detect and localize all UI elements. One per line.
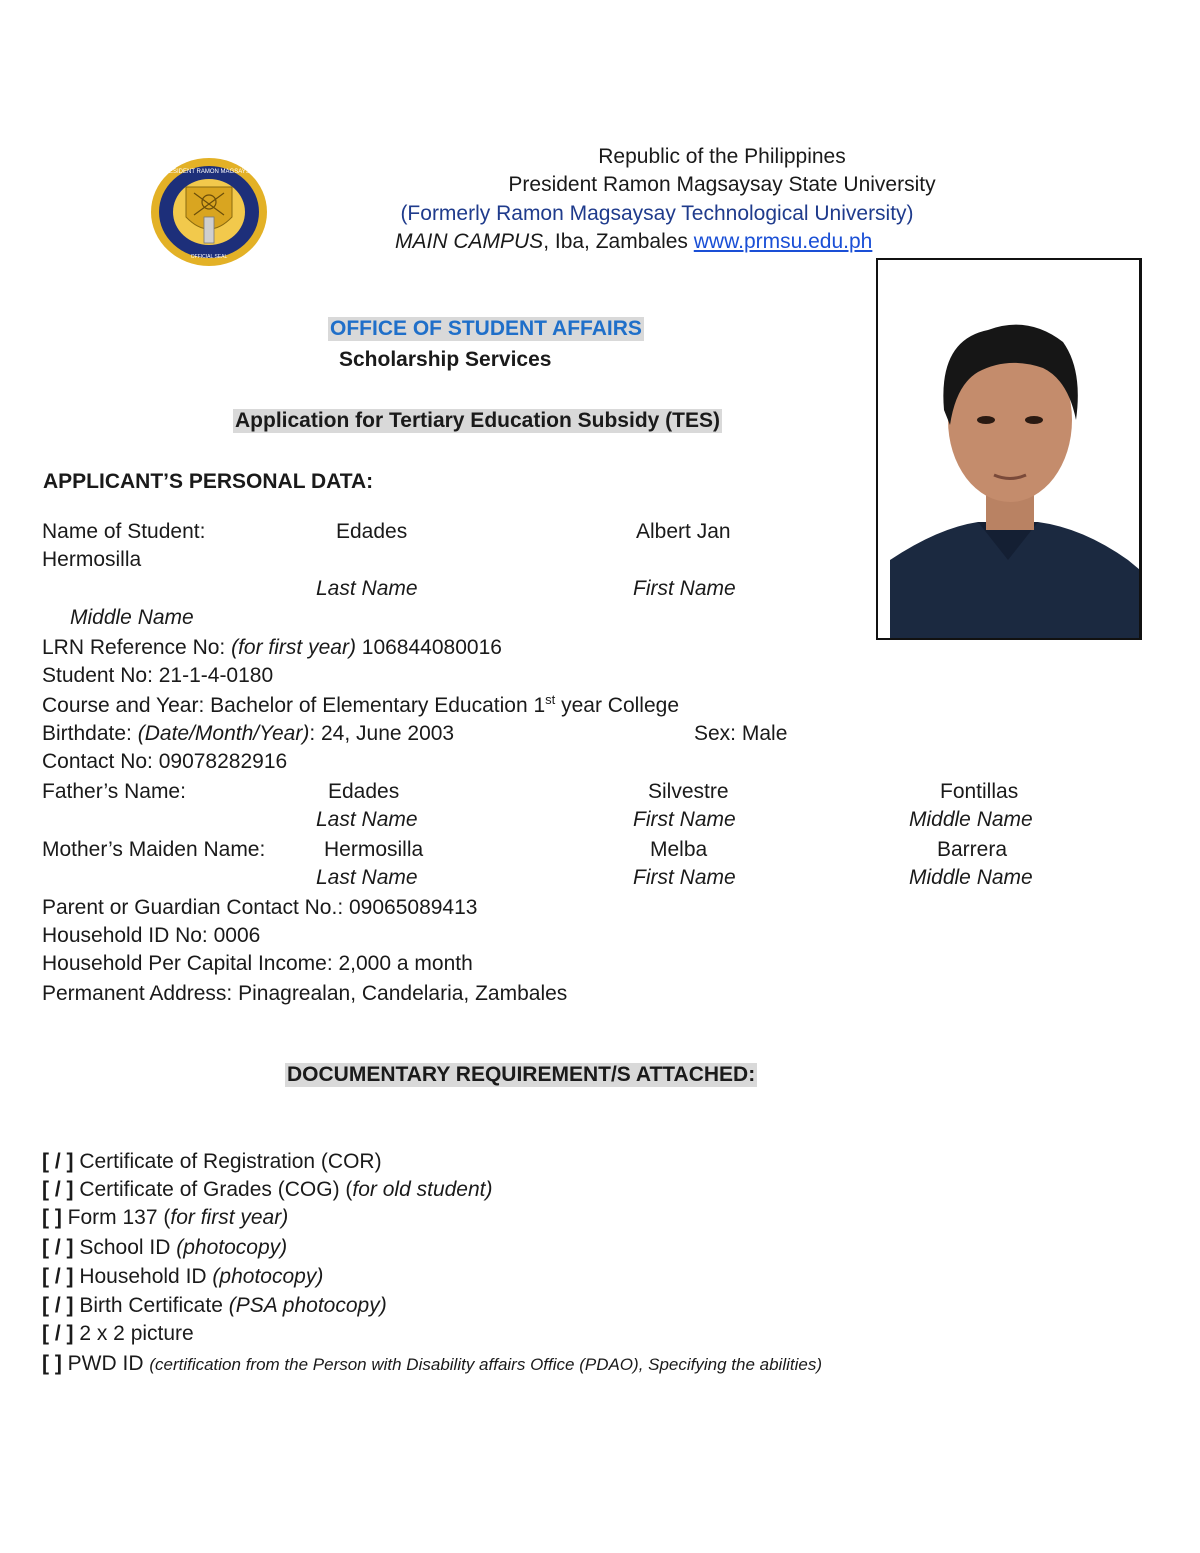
lrn-line: [42, 636, 502, 660]
office-title: OFFICE OF STUDENT AFFAIRS: [330, 317, 642, 340]
household-income: Household Per Capital Income: 2,000 a month: [42, 952, 473, 975]
mother-middle-name: Barrera: [937, 838, 1008, 861]
requirement-checkbox[interactable]: [ ]: [42, 1352, 62, 1375]
student-number: Student No: 21-1-4-0180: [42, 664, 274, 687]
contact-number: Contact No: 09078282916: [42, 750, 288, 773]
office-subtitle: Scholarship Services: [339, 348, 552, 371]
lrn-note: (for first year): [231, 636, 356, 659]
personal-data-heading: APPLICANT’S PERSONAL DATA:: [43, 470, 374, 493]
caption-first-name: First Name: [633, 808, 736, 831]
lrn-label: LRN Reference No:: [42, 636, 232, 659]
applicant-photo: [876, 258, 1142, 640]
requirements-heading: DOCUMENTARY REQUIREMENT/S ATTACHED:: [287, 1063, 756, 1086]
guardian-contact: Parent or Guardian Contact No.: 09065089413: [42, 896, 478, 919]
caption-first-name: First Name: [633, 577, 736, 600]
application-title: Application for Tertiary Education Subsidy (TES): [235, 409, 720, 432]
header-republic: Republic of the Philippines: [598, 145, 846, 168]
requirement-item: [42, 1294, 387, 1318]
university-seal-logo: [150, 157, 268, 267]
lrn-value: 106844080016: [355, 636, 502, 659]
permanent-address: Permanent Address: Pinagrealan, Candelaria, Zambales: [42, 982, 568, 1005]
course-prefix: Course and Year: Bachelor of Elementary Education 1: [42, 694, 546, 717]
applicant-photo-image: [878, 260, 1140, 640]
birth-note: (Date/Month/Year): [137, 722, 310, 745]
student-middle-name: Hermosilla: [42, 548, 142, 571]
caption-last-name: Last Name: [316, 866, 418, 889]
header-formerly: (Formerly Ramon Magsaysay Technological University): [400, 202, 914, 225]
requirement-text: Form 137 (: [61, 1206, 171, 1229]
caption-middle-name: Middle Name: [70, 606, 194, 629]
requirement-item: [42, 1178, 493, 1202]
name-label: Name of Student:: [42, 520, 206, 543]
course-sup: st: [545, 692, 556, 707]
requirement-item: [42, 1150, 382, 1174]
requirement-item: [42, 1206, 288, 1230]
birth-label: Birthdate:: [42, 722, 138, 745]
requirement-checkbox[interactable]: [ / ]: [42, 1294, 74, 1317]
household-id: Household ID No: 0006: [42, 924, 261, 947]
requirement-checkbox[interactable]: [ / ]: [42, 1178, 74, 1201]
caption-first-name: First Name: [633, 866, 736, 889]
course-suffix: year College: [555, 694, 680, 717]
requirement-text: Certificate of Grades (COG) (: [73, 1178, 353, 1201]
birthdate-line: [42, 722, 454, 746]
requirement-note: (certification from the Person with Disability affairs Office (PDAO), Specifying the abilities): [149, 1355, 823, 1374]
requirement-item: [42, 1352, 822, 1376]
requirement-checkbox[interactable]: [ / ]: [42, 1265, 74, 1288]
requirement-note: for old student): [352, 1178, 493, 1201]
requirement-item: [42, 1265, 323, 1289]
header-campus: [395, 230, 872, 254]
requirement-checkbox[interactable]: [ / ]: [42, 1322, 74, 1345]
mother-last-name: Hermosilla: [324, 838, 424, 861]
caption-last-name: Last Name: [316, 577, 418, 600]
father-last-name: Edades: [328, 780, 400, 803]
requirement-checkbox[interactable]: [ / ]: [42, 1150, 74, 1173]
requirement-item: [42, 1236, 287, 1260]
campus-location: , Iba, Zambales: [543, 230, 694, 253]
requirement-text: School ID: [73, 1236, 177, 1259]
requirement-note: (PSA photocopy): [228, 1294, 387, 1317]
requirement-text: 2 x 2 picture: [73, 1322, 194, 1345]
student-last-name: Edades: [336, 520, 408, 543]
requirement-note: for first year): [170, 1206, 289, 1229]
requirement-text: Birth Certificate: [73, 1294, 229, 1317]
father-label: Father’s Name:: [42, 780, 186, 803]
svg-text:PRESIDENT RAMON MAGSAYSAY: PRESIDENT RAMON MAGSAYSAY: [160, 169, 258, 175]
requirement-text: Certificate of Registration (COR): [73, 1150, 382, 1173]
mother-first-name: Melba: [650, 838, 708, 861]
requirement-note: (photocopy): [212, 1265, 324, 1288]
header-university: President Ramon Magsaysay State University: [508, 173, 936, 196]
requirement-item: [42, 1322, 194, 1346]
caption-middle-name: Middle Name: [909, 866, 1033, 889]
website-link[interactable]: www.prmsu.edu.ph: [693, 230, 873, 253]
father-middle-name: Fontillas: [940, 780, 1019, 803]
requirement-text: Household ID: [73, 1265, 213, 1288]
caption-middle-name: Middle Name: [909, 808, 1033, 831]
student-first-name: Albert Jan: [636, 520, 731, 543]
mother-label: Mother’s Maiden Name:: [42, 838, 266, 861]
requirement-checkbox[interactable]: [ ]: [42, 1206, 62, 1229]
course-line: [42, 692, 679, 718]
sex-field: Sex: Male: [694, 722, 788, 745]
requirement-checkbox[interactable]: [ / ]: [42, 1236, 74, 1259]
svg-text:OFFICIAL SEAL: OFFICIAL SEAL: [190, 254, 228, 260]
campus-name: MAIN CAMPUS: [395, 230, 544, 253]
requirement-text: PWD ID: [61, 1352, 150, 1375]
birth-value: : 24, June 2003: [309, 722, 455, 745]
caption-last-name: Last Name: [316, 808, 418, 831]
requirement-note: (photocopy): [176, 1236, 288, 1259]
father-first-name: Silvestre: [648, 780, 729, 803]
